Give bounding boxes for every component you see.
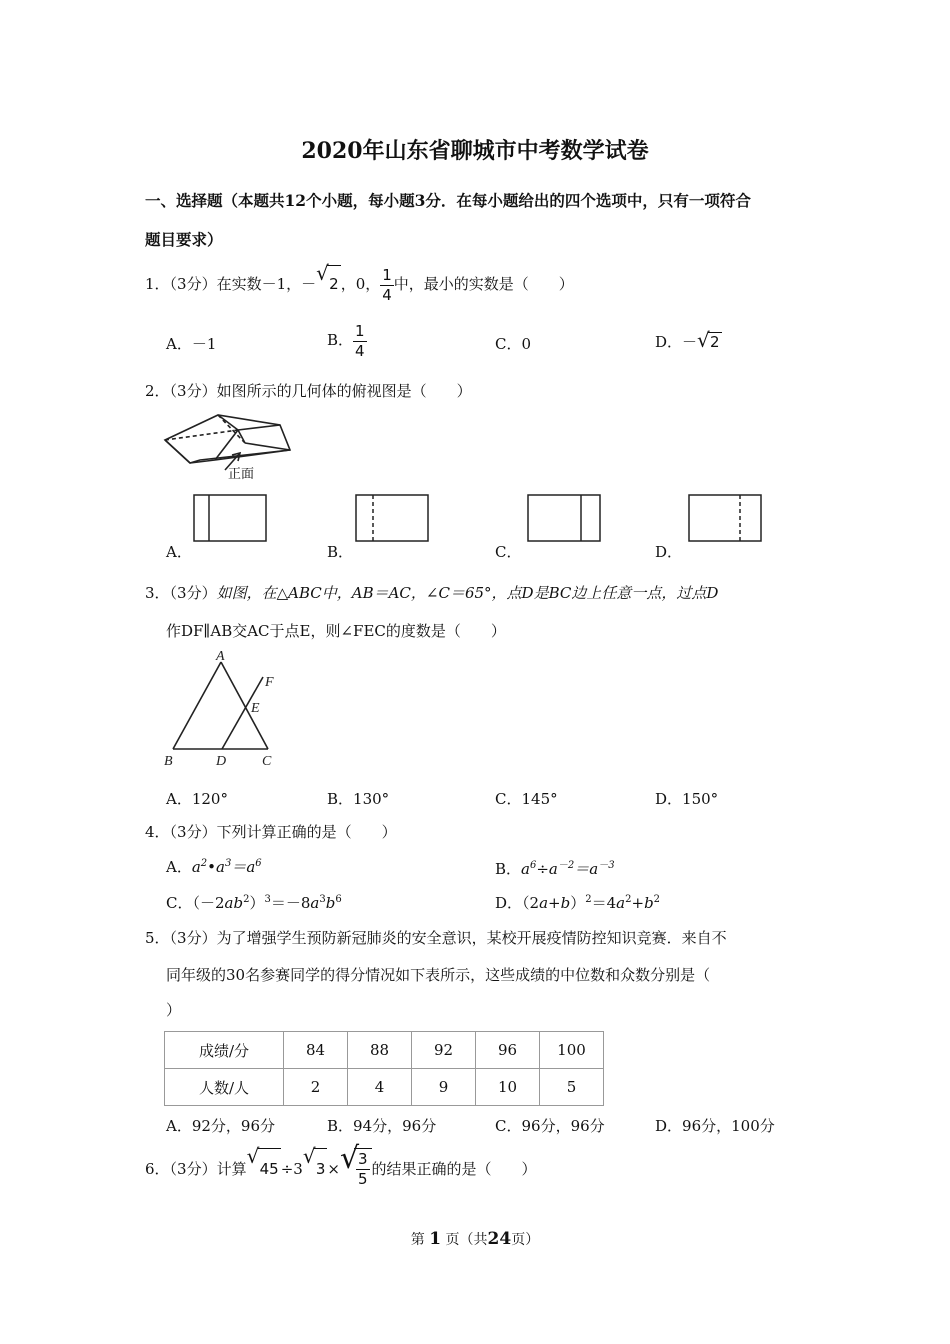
label-c: C	[262, 754, 272, 769]
sqrt-expression: √ 3	[303, 1148, 328, 1189]
question-text: 的结果正确的是（ ）	[371, 1160, 537, 1178]
q4-option-a[interactable]	[166, 856, 262, 877]
fraction	[353, 321, 367, 360]
question-2	[145, 380, 472, 401]
question-score: （3分）	[169, 275, 217, 293]
denominator: 5	[357, 1170, 368, 1188]
q2-option-d-figure[interactable]	[688, 494, 762, 542]
option-label: A．	[166, 790, 192, 808]
question-number: 6．	[145, 1160, 170, 1178]
question-number: 2．	[145, 382, 170, 400]
denominator: 4	[355, 341, 365, 360]
q3-option-d[interactable]	[655, 788, 718, 809]
option-text: 120°	[191, 790, 228, 808]
q5-option-d[interactable]	[655, 1115, 775, 1136]
question-5-line2: 同年级的30名参赛同学的得分情况如下表所示，这些成绩的中位数和众数分别是（	[166, 966, 711, 984]
question-text: ，0，	[340, 275, 381, 293]
numerator: 1	[355, 321, 365, 340]
table-row	[165, 1032, 604, 1069]
option-label: C．	[495, 335, 522, 353]
question-number: 1．	[145, 275, 170, 293]
operator: ÷3	[280, 1160, 303, 1178]
label-b: B	[164, 754, 173, 769]
footer-text: 页（共	[445, 1232, 488, 1248]
label-e: E	[251, 701, 260, 716]
q5-option-a[interactable]	[166, 1115, 275, 1136]
score-table	[164, 1031, 604, 1106]
option-label: D．	[655, 790, 683, 808]
q2-option-a[interactable]: A．	[166, 543, 192, 561]
sqrt-expression: √ 2	[316, 265, 341, 302]
table-header-cell: 人数/人	[165, 1069, 284, 1106]
q3-option-b[interactable]	[327, 788, 389, 809]
question-5-line3: ）	[166, 1001, 182, 1019]
q2-option-a-figure[interactable]	[193, 494, 267, 542]
option-text: －1	[191, 335, 217, 353]
q2-option-b-figure[interactable]	[355, 494, 429, 542]
option-label: A．	[166, 1117, 192, 1135]
question-text: 下列计算正确的是（ ）	[216, 823, 397, 841]
page-title: 2020年山东省聊城市中考数学试卷	[301, 138, 649, 164]
table-cell: 9	[412, 1069, 476, 1106]
table-cell: 92	[412, 1032, 476, 1069]
option-label: C．	[495, 790, 522, 808]
option-label: B．	[495, 860, 522, 878]
page-number: 1	[429, 1229, 442, 1249]
table-cell: 5	[540, 1069, 604, 1106]
option-label: B．	[327, 331, 354, 349]
figure-label-front: 正面	[228, 467, 255, 482]
sqrt-expression: √ 45	[247, 1148, 281, 1189]
option-expression: $a^2•a^3=a^6$	[191, 858, 262, 876]
option-expression: $a^6\div a^{-2}=a^{-3}$	[521, 860, 615, 878]
numerator: 3	[357, 1150, 368, 1168]
option-text: 96分，100分	[682, 1117, 775, 1135]
question-number: 3．	[145, 584, 170, 602]
label-d: D	[216, 754, 227, 769]
option-text: 130°	[353, 790, 390, 808]
q4-option-d[interactable]	[495, 892, 660, 913]
q2-option-b[interactable]: B．	[327, 543, 354, 561]
table-cell: 4	[348, 1069, 412, 1106]
question-6	[145, 1141, 537, 1189]
fraction	[380, 265, 394, 304]
table-row	[165, 1069, 604, 1106]
question-4	[145, 821, 397, 842]
table-cell: 100	[540, 1032, 604, 1069]
table-header-cell: 成绩/分	[165, 1032, 284, 1069]
question-number: 4．	[145, 823, 170, 841]
option-label: D．	[655, 333, 683, 351]
q1-option-a[interactable]	[166, 333, 216, 354]
question-3-line2: 作DF∥AB交AC于点E，则∠FEC的度数是（ ）	[166, 622, 506, 640]
denominator: 4	[382, 285, 392, 304]
q2-option-d[interactable]: D．	[655, 543, 683, 561]
option-label: D．	[495, 894, 523, 912]
q5-option-b[interactable]	[327, 1115, 436, 1136]
option-label: C．	[166, 894, 193, 912]
label-f: F	[265, 675, 274, 690]
table-cell: 2	[284, 1069, 348, 1106]
question-score: （3分）	[169, 929, 217, 947]
page-footer	[0, 1229, 950, 1249]
question-score: （3分）	[169, 1160, 217, 1178]
radicand: 3	[314, 1148, 328, 1189]
question-score: （3分）	[169, 823, 217, 841]
footer-text: 第	[410, 1232, 425, 1248]
label-a: A	[216, 649, 225, 664]
page-total: 24	[487, 1229, 512, 1249]
q2-option-c[interactable]: C．	[495, 543, 522, 561]
table-cell: 88	[348, 1032, 412, 1069]
question-text: 计算	[216, 1160, 247, 1178]
question-1	[145, 261, 574, 304]
option-text: 0	[521, 335, 532, 353]
question-text: 如图所示的几何体的俯视图是（ ）	[216, 382, 472, 400]
question-text: 中，最小的实数是（ ）	[393, 275, 574, 293]
option-expression: $(-2ab^2)^3=-8a^3b^6$	[192, 894, 342, 912]
option-label: C．	[495, 1117, 522, 1135]
table-cell: 96	[476, 1032, 540, 1069]
question-score: （3分）	[169, 382, 217, 400]
radicand: 45	[258, 1148, 281, 1189]
triangle-figure	[160, 647, 290, 772]
option-text: 145°	[521, 790, 558, 808]
option-text: 92分，96分	[191, 1117, 276, 1135]
q2-option-c-figure[interactable]	[527, 494, 601, 542]
table-cell: 10	[476, 1069, 540, 1106]
radicand: 2	[710, 333, 720, 351]
q1-option-c[interactable]	[495, 333, 531, 354]
q3-option-c[interactable]	[495, 788, 558, 809]
section-heading-line2: 题目要求）	[145, 230, 223, 249]
option-label: B．	[327, 790, 354, 808]
footer-text: 页）	[511, 1232, 540, 1248]
question-3-line1	[145, 582, 718, 603]
question-text: 在实数－1，－	[216, 275, 317, 293]
operator: ×	[327, 1160, 340, 1178]
option-label: B．	[327, 1117, 354, 1135]
option-text: 96分，96分	[521, 1117, 605, 1135]
option-expression: $(2a+b)^2=4a^2+b^2$	[522, 894, 661, 912]
q4-option-b[interactable]	[495, 856, 615, 879]
question-number: 5．	[145, 929, 170, 947]
option-text: －	[682, 333, 698, 351]
option-text: 94分，96分	[353, 1117, 437, 1135]
table-cell: 84	[284, 1032, 348, 1069]
question-text: 为了增强学生预防新冠肺炎的安全意识，某校开展疫情防控知识竞赛．来自不	[216, 929, 727, 947]
radicand: 2	[327, 265, 341, 302]
option-label: A．	[166, 858, 192, 876]
section-heading-line1: 一、选择题（本题共12个小题，每小题3分．在每小题给出的四个选项中，只有一项符合	[145, 191, 751, 210]
sqrt-fraction: √ $\frac{3}{5}$	[340, 1148, 372, 1189]
q3-option-a[interactable]	[166, 788, 228, 809]
option-label: A．	[166, 335, 192, 353]
question-text: 如图，在△ABC中，AB＝AC，∠C＝65°，点D是BC边上任意一点，过点D	[216, 584, 719, 602]
q4-option-c[interactable]	[166, 892, 342, 913]
q1-option-b[interactable]	[327, 322, 367, 359]
sqrt-expression: √ 2	[697, 328, 720, 352]
numerator: 1	[382, 265, 392, 284]
option-label: D．	[655, 1117, 683, 1135]
question-5-line1	[145, 927, 727, 948]
question-score: （3分）	[169, 584, 217, 602]
q1-option-d[interactable]	[655, 328, 722, 352]
q5-option-c[interactable]	[495, 1115, 605, 1136]
option-text: 150°	[682, 790, 719, 808]
